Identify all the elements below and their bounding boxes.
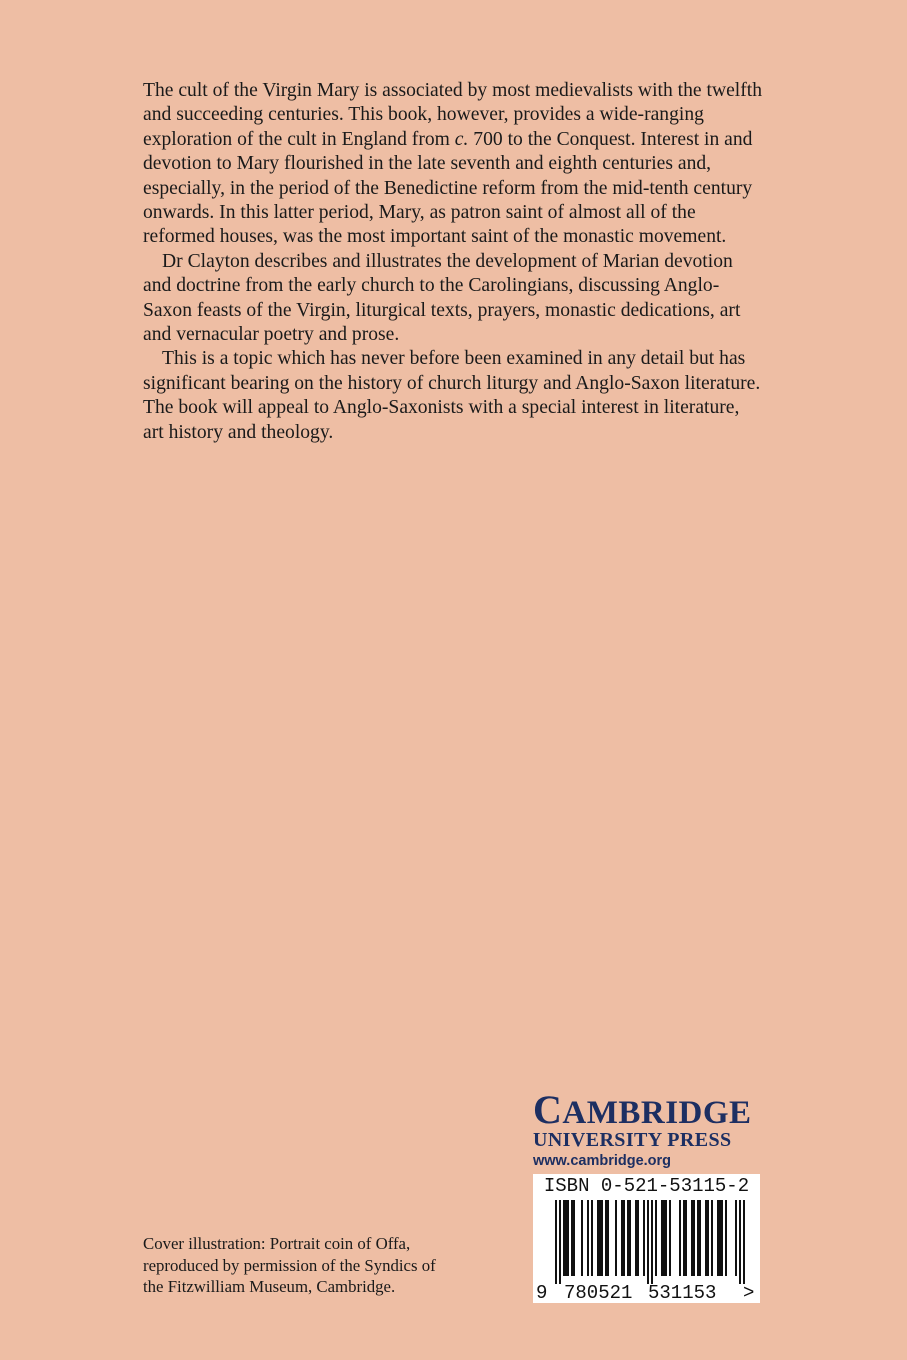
isbn-barcode	[533, 1174, 760, 1303]
barcode-quiet-zone-arrow: >	[743, 1282, 755, 1303]
barcode-bar	[563, 1200, 565, 1276]
blurb-text: The cult of the Virgin Mary is associated by most medievalists with the twelfth and succeeding centuries. This book, however, provides a wide-ranging exploration of the cult in England from	[143, 80, 763, 150]
publisher-name-rest: AMBRIDGE	[562, 1095, 752, 1131]
barcode-lead-digit: 9	[536, 1282, 548, 1303]
barcode-bar	[637, 1200, 639, 1276]
barcode-bar	[661, 1200, 663, 1276]
publisher-subtitle: UNIVERSITY PRESS	[533, 1129, 732, 1151]
barcode-bar	[705, 1200, 707, 1276]
publisher-name	[533, 1087, 763, 1132]
barcode-bar	[711, 1200, 713, 1276]
barcode-bar	[629, 1200, 631, 1276]
barcode-bar	[555, 1200, 557, 1284]
barcode-bar	[621, 1200, 623, 1276]
barcode-bar	[559, 1200, 561, 1284]
barcode-bar	[581, 1200, 583, 1276]
isbn-label: ISBN 0-521-53115-2	[543, 1175, 750, 1197]
barcode-bar	[663, 1200, 665, 1276]
barcode-bar	[697, 1200, 699, 1276]
publisher-website: www.cambridge.org	[533, 1153, 672, 1169]
barcode-bar	[679, 1200, 681, 1276]
barcode-bar	[651, 1200, 653, 1284]
barcode-bar	[725, 1200, 727, 1276]
barcode-bar	[591, 1200, 593, 1276]
barcode-bar	[691, 1200, 693, 1276]
barcode-bar	[707, 1200, 709, 1276]
blurb-paragraph-3: This is a topic which has never before been examined in any detail but has significant bearing on the history of church liturgy and Anglo-Saxon literature. The book will appeal to Anglo-Saxonists with a special interest in literature, art history and theology.	[143, 348, 761, 443]
barcode-bar	[721, 1200, 723, 1276]
barcode-bar	[735, 1200, 737, 1276]
cover-illustration-credit	[143, 1233, 503, 1298]
barcode-left-digits: 780521	[564, 1282, 633, 1303]
barcode-bar	[743, 1200, 745, 1284]
barcode-bar	[573, 1200, 575, 1276]
publisher-logo	[533, 1087, 763, 1171]
barcode-bar	[643, 1200, 645, 1276]
barcode-graphic	[533, 1198, 760, 1303]
publisher-initial: C	[533, 1087, 563, 1132]
blurb-text: 700 to the Conquest. Interest in and devotion to Mary flourished in the late seventh and eighth centuries and, especially, in the period of the Benedictine reform from the mid-tenth century onwards. In this latter period, Mary, as patron saint of almost all of the reformed houses, was the most important saint of the monastic movement.	[143, 128, 753, 248]
barcode-bar	[717, 1200, 719, 1276]
barcode-bar	[647, 1200, 649, 1284]
barcode-bar	[565, 1200, 567, 1276]
blurb-paragraph-2: Dr Clayton describes and illustrates the development of Marian devotion and doctrine from the early church to the Carolingians, discussing Anglo-Saxon feasts of the Virgin, liturgical texts, prayers, monastic dedications, art and vernacular poetry and prose.	[143, 250, 741, 346]
barcode-bar	[607, 1200, 609, 1276]
barcode-bar	[571, 1200, 573, 1276]
barcode-bar	[665, 1200, 667, 1276]
barcode-bar	[605, 1200, 607, 1276]
barcode-bar	[635, 1200, 637, 1276]
barcode-bar	[655, 1200, 657, 1276]
barcode-bar	[739, 1200, 741, 1284]
barcode-bar	[627, 1200, 629, 1276]
barcode-bar	[587, 1200, 589, 1276]
barcode-bar	[597, 1200, 599, 1276]
barcode-bar	[599, 1200, 601, 1276]
barcode-right-digits: 531153	[648, 1282, 717, 1303]
barcode-bar	[567, 1200, 569, 1276]
credit-line: reproduced by permission of the Syndics of	[143, 1255, 436, 1275]
barcode-bar	[685, 1200, 687, 1276]
back-cover-blurb	[143, 79, 763, 445]
barcode-bar	[615, 1200, 617, 1276]
credit-line: the Fitzwilliam Museum, Cambridge.	[143, 1277, 396, 1296]
barcode-bar	[719, 1200, 721, 1276]
barcode-bar	[699, 1200, 701, 1276]
barcode-bar	[683, 1200, 685, 1276]
barcode-bar	[693, 1200, 695, 1276]
barcode-bar	[623, 1200, 625, 1276]
barcode-bars	[555, 1200, 745, 1284]
blurb-paragraph-1	[143, 79, 763, 250]
barcode-bar	[601, 1200, 603, 1276]
circa-abbreviation: c.	[454, 128, 469, 150]
barcode-bar	[669, 1200, 671, 1276]
credit-line: Cover illustration: Portrait coin of Offa,	[143, 1234, 411, 1253]
